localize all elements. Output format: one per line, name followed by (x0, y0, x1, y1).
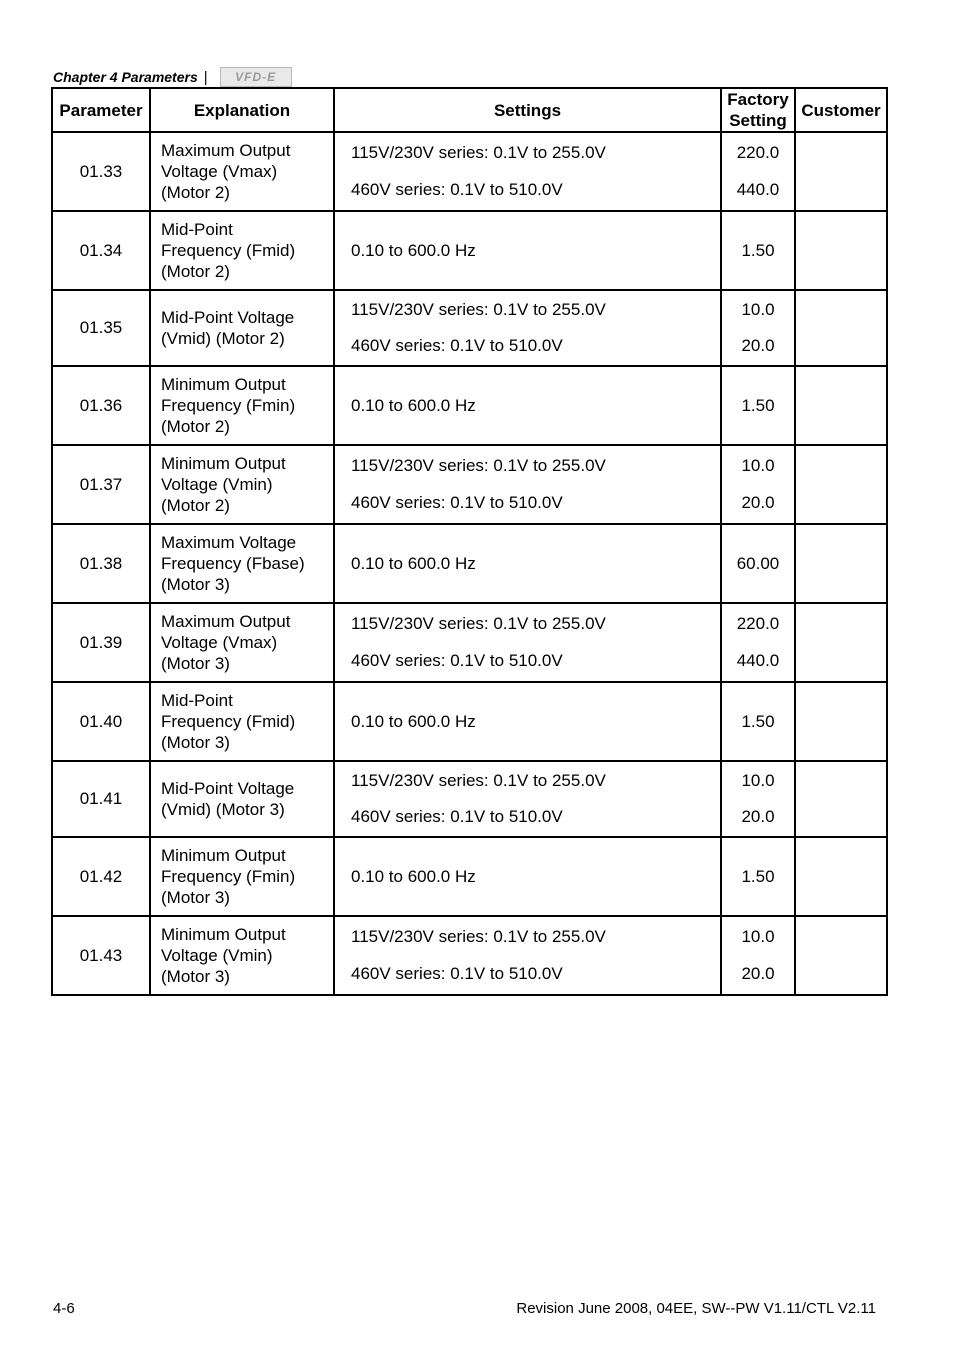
column-header-settings: Settings (334, 88, 721, 132)
factory-setting-cell (721, 603, 795, 682)
settings-line: 115V/230V series: 0.1V to 255.0V (351, 613, 606, 633)
factory-setting-cell (721, 916, 795, 995)
factory-setting-value: 440.0 (736, 180, 780, 200)
settings-cell (334, 603, 721, 682)
settings-line: 0.10 to 600.0 Hz (351, 711, 476, 731)
factory-setting-cell (721, 366, 795, 445)
factory-setting-value: 60.00 (736, 553, 780, 573)
settings-cell (334, 132, 721, 211)
customer-cell[interactable] (795, 211, 887, 290)
factory-setting-value: 1.50 (741, 395, 775, 415)
table-row (52, 761, 887, 837)
settings-line: 115V/230V series: 0.1V to 255.0V (351, 771, 606, 790)
settings-line: 115V/230V series: 0.1V to 255.0V (351, 142, 606, 162)
table-row (52, 524, 887, 603)
table-row (52, 290, 887, 366)
table-row (52, 132, 887, 211)
settings-cell (334, 445, 721, 524)
customer-cell[interactable] (795, 682, 887, 761)
parameter-cell: 01.40 (52, 682, 150, 761)
parameter-cell: 01.37 (52, 445, 150, 524)
factory-setting-cell (721, 132, 795, 211)
explanation-cell: Mid-Point Voltage (Vmid) (Motor 3) (150, 761, 334, 837)
vfd-e-logo (220, 67, 292, 87)
settings-line: 460V series: 0.1V to 510.0V (351, 180, 563, 200)
logo-text: VFD-E (235, 70, 277, 84)
column-header-parameter: Parameter (52, 88, 150, 132)
customer-cell[interactable] (795, 445, 887, 524)
parameter-cell: 01.36 (52, 366, 150, 445)
factory-setting-value: 1.50 (741, 240, 775, 260)
factory-setting-cell (721, 761, 795, 837)
factory-setting-cell (721, 682, 795, 761)
settings-line: 115V/230V series: 0.1V to 255.0V (351, 455, 606, 475)
settings-line: 115V/230V series: 0.1V to 255.0V (351, 926, 606, 946)
settings-line: 0.10 to 600.0 Hz (351, 240, 476, 260)
settings-cell (334, 916, 721, 995)
settings-cell (334, 211, 721, 290)
customer-cell[interactable] (795, 290, 887, 366)
table-row (52, 211, 887, 290)
factory-setting-cell (721, 837, 795, 916)
table-row (52, 445, 887, 524)
parameter-cell: 01.43 (52, 916, 150, 995)
factory-setting-value: 1.50 (741, 711, 775, 731)
factory-setting-value: 10.0 (741, 300, 775, 319)
factory-setting-value: 1.50 (741, 866, 775, 886)
explanation-cell: Mid-Point Frequency (Fmid) (Motor 2) (150, 211, 334, 290)
factory-setting-cell (721, 524, 795, 603)
explanation-cell: Minimum Output Frequency (Fmin) (Motor 2) (150, 366, 334, 445)
factory-setting-value: 10.0 (741, 455, 775, 475)
parameter-cell: 01.39 (52, 603, 150, 682)
factory-setting-value: 20.0 (741, 807, 775, 826)
factory-setting-cell (721, 211, 795, 290)
customer-cell[interactable] (795, 366, 887, 445)
table-row (52, 366, 887, 445)
explanation-cell: Maximum Output Voltage (Vmax) (Motor 3) (150, 603, 334, 682)
settings-line: 460V series: 0.1V to 510.0V (351, 336, 563, 355)
explanation-cell: Mid-Point Voltage (Vmid) (Motor 2) (150, 290, 334, 366)
header-separator: | (203, 68, 208, 86)
page-header (53, 66, 292, 88)
settings-line: 460V series: 0.1V to 510.0V (351, 493, 563, 513)
table-header-row (52, 88, 887, 132)
settings-line: 460V series: 0.1V to 510.0V (351, 651, 563, 671)
parameter-cell: 01.38 (52, 524, 150, 603)
settings-line: 0.10 to 600.0 Hz (351, 553, 476, 573)
settings-line: 460V series: 0.1V to 510.0V (351, 964, 563, 984)
chapter-title: Chapter 4 Parameters (53, 69, 198, 85)
factory-setting-value: 20.0 (741, 336, 775, 355)
explanation-cell: Mid-Point Frequency (Fmid) (Motor 3) (150, 682, 334, 761)
column-header-explanation: Explanation (150, 88, 334, 132)
settings-cell (334, 837, 721, 916)
factory-setting-value: 220.0 (736, 142, 780, 162)
factory-setting-value: 10.0 (741, 926, 775, 946)
parameter-cell: 01.35 (52, 290, 150, 366)
factory-setting-value: 440.0 (736, 651, 780, 671)
parameter-table (51, 87, 888, 996)
column-header-customer: Customer (795, 88, 887, 132)
customer-cell[interactable] (795, 761, 887, 837)
settings-cell (334, 290, 721, 366)
settings-line: 0.10 to 600.0 Hz (351, 395, 476, 415)
customer-cell[interactable] (795, 916, 887, 995)
factory-setting-cell (721, 290, 795, 366)
parameter-cell: 01.33 (52, 132, 150, 211)
table-row (52, 603, 887, 682)
settings-cell (334, 761, 721, 837)
customer-cell[interactable] (795, 837, 887, 916)
customer-cell[interactable] (795, 524, 887, 603)
explanation-cell: Maximum Output Voltage (Vmax) (Motor 2) (150, 132, 334, 211)
factory-setting-cell (721, 445, 795, 524)
table-row (52, 837, 887, 916)
factory-setting-value: 220.0 (736, 613, 780, 633)
explanation-cell: Minimum Output Voltage (Vmin) (Motor 3) (150, 916, 334, 995)
explanation-cell: Minimum Output Voltage (Vmin) (Motor 2) (150, 445, 334, 524)
parameter-cell: 01.42 (52, 837, 150, 916)
factory-setting-value: 20.0 (741, 493, 775, 513)
settings-cell (334, 524, 721, 603)
explanation-cell: Maximum Voltage Frequency (Fbase) (Motor 3) (150, 524, 334, 603)
settings-cell (334, 682, 721, 761)
settings-line: 0.10 to 600.0 Hz (351, 866, 476, 886)
factory-setting-value: 20.0 (741, 964, 775, 984)
table-row (52, 682, 887, 761)
page-number: 4-6 (53, 1300, 75, 1317)
settings-line: 460V series: 0.1V to 510.0V (351, 807, 563, 826)
customer-cell[interactable] (795, 603, 887, 682)
settings-line: 115V/230V series: 0.1V to 255.0V (351, 300, 606, 319)
explanation-cell: Minimum Output Frequency (Fmin) (Motor 3) (150, 837, 334, 916)
settings-cell (334, 366, 721, 445)
table-row (52, 916, 887, 995)
revision-note: Revision June 2008, 04EE, SW--PW V1.11/CTL V2.11 (516, 1300, 876, 1317)
customer-cell[interactable] (795, 132, 887, 211)
parameter-cell: 01.34 (52, 211, 150, 290)
factory-setting-value: 10.0 (741, 771, 775, 790)
parameter-cell: 01.41 (52, 761, 150, 837)
column-header-factory-setting: Factory Setting (721, 88, 795, 132)
